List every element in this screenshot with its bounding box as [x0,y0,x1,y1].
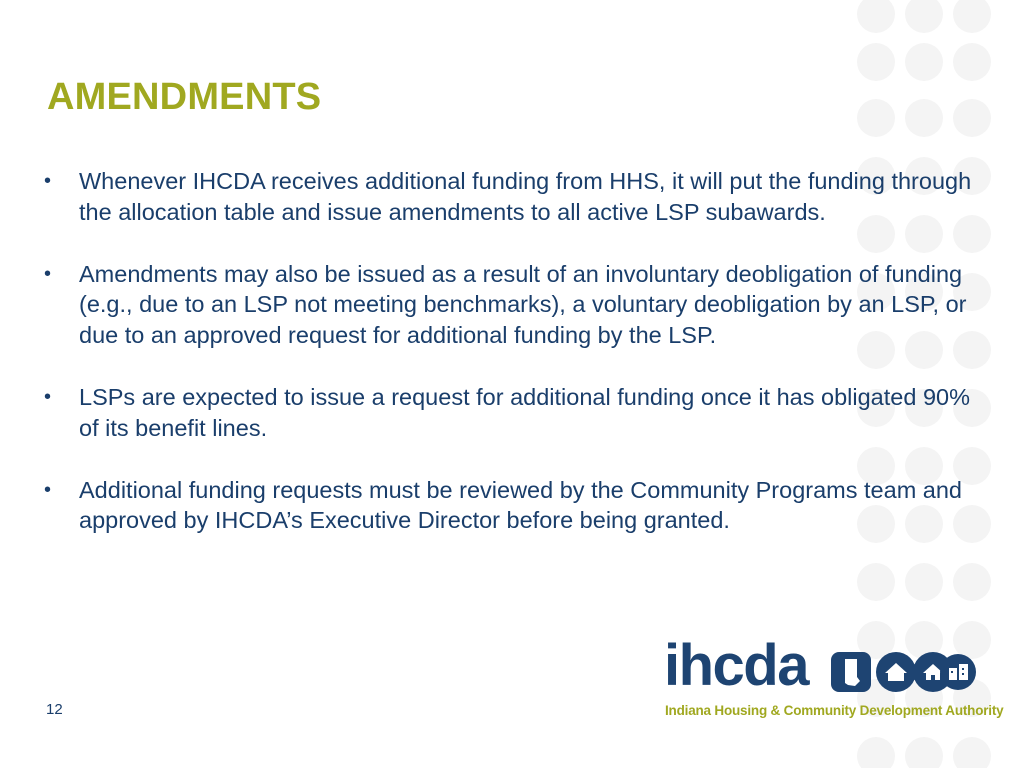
bullet-text: Amendments may also be issued as a result of an involuntary deobligation of funding (e.g., due to an LSP not meeting benchmarks), a voluntary deobligation by an LSP, or due to an approved request for additional funding by the LSP. [79,260,967,349]
bullet-text: LSPs are expected to issue a request for additional funding once it has obligated 90% of its benefit lines. [79,383,970,441]
bullet-list [44,166,974,567]
bullet-marker: • [44,478,52,501]
logo-wordmark: ihcda [664,633,808,698]
bullet-text: Additional funding requests must be reviewed by the Community Programs team and approved by IHCDA’s Executive Director before being granted. [79,476,963,534]
indiana-state-icon [831,652,871,692]
bullet-item [44,382,974,444]
bullet-text: Whenever IHCDA receives additional funding from HHS, it will put the funding through the allocation table and issue amendments to all active LSP subawards. [79,168,972,225]
bullet-item [44,475,974,537]
house-icon [876,652,916,692]
bullet-marker: • [44,170,52,192]
bullet-item [44,259,974,351]
community-icon [940,654,976,690]
ihcda-logo [664,633,1004,724]
bullet-item [44,166,974,228]
page-number: 12 [46,701,63,718]
logo-icon-group [831,650,976,694]
bullet-marker: • [44,385,52,408]
bullet-marker: • [44,262,52,285]
slide-title: AMENDMENTS [47,76,322,118]
logo-tagline: Indiana Housing & Community Development Authority [665,703,1004,718]
